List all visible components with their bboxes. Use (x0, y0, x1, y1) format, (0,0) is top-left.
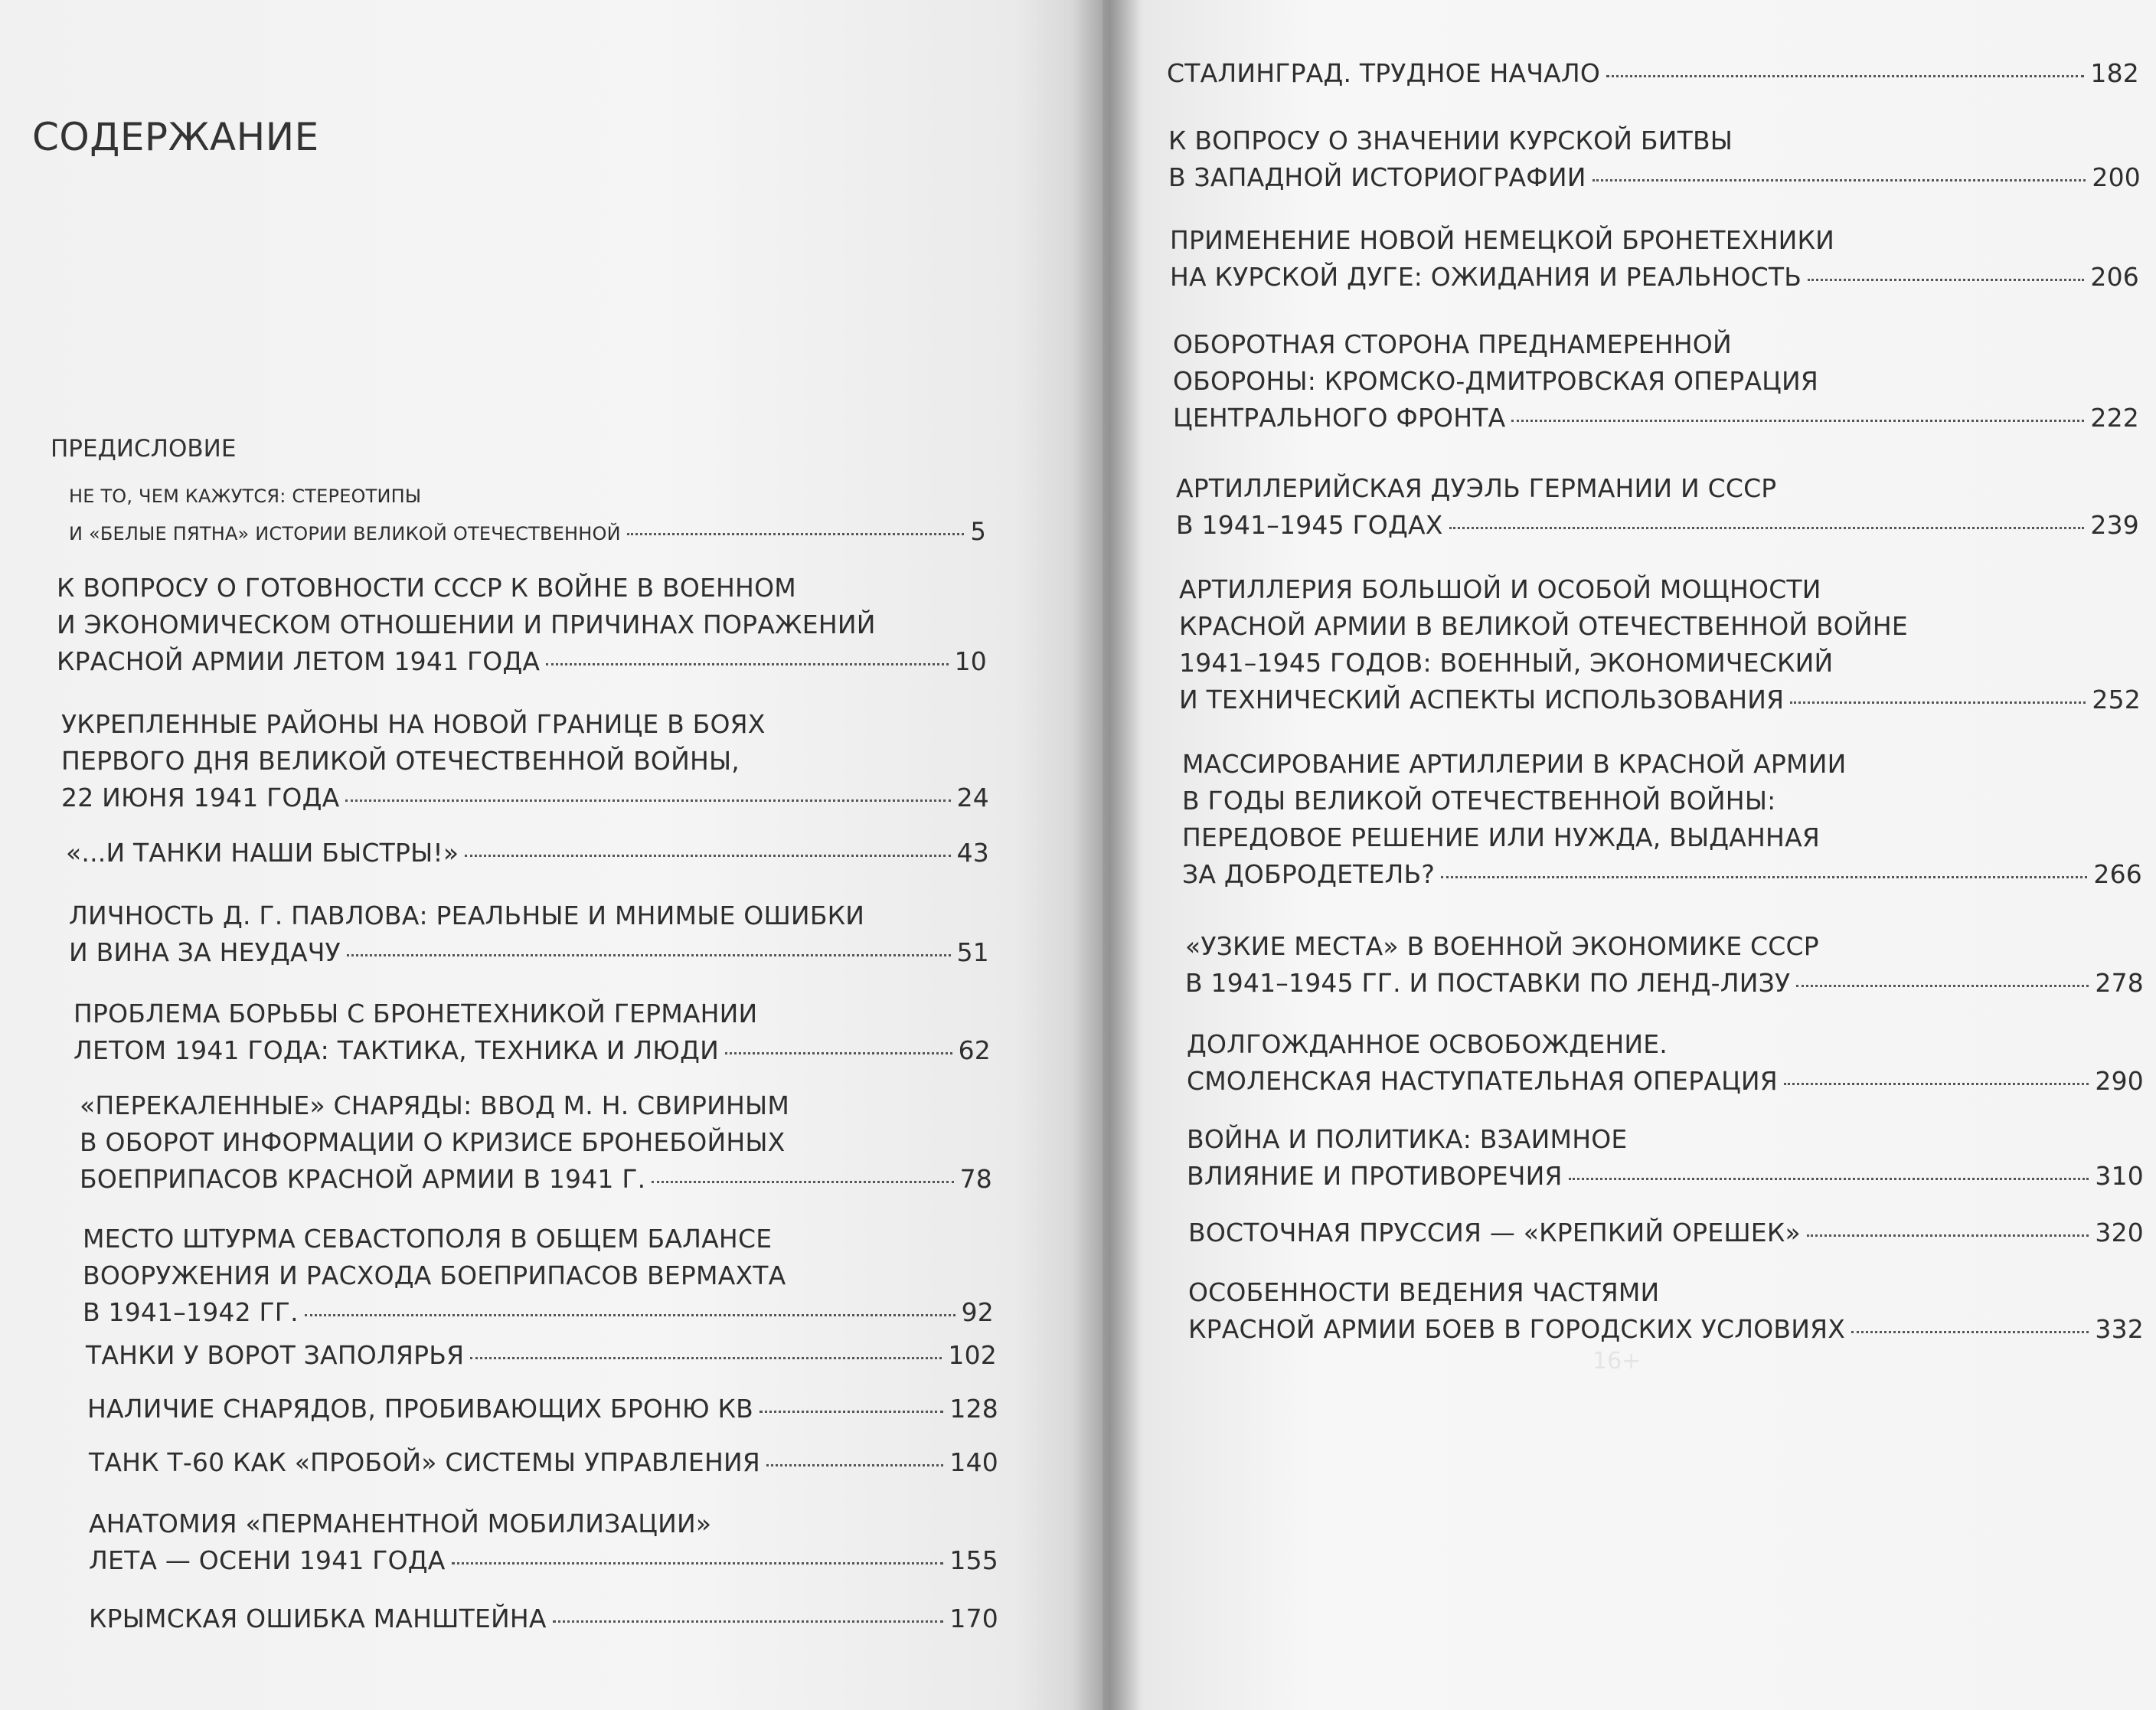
toc-entry (1188, 1274, 2144, 1348)
toc-last-line (1168, 159, 2141, 196)
toc-entry (1179, 571, 2141, 718)
toc-entry (89, 1444, 998, 1481)
dot-leader (1511, 397, 2084, 422)
toc-text: ЛЕТОМ 1941 ГОДА: ТАКТИКА, ТЕХНИКА И ЛЮДИ (74, 1035, 719, 1065)
toc-last-line (66, 835, 989, 871)
toc-last-line (57, 643, 987, 680)
toc-entry (1168, 123, 2141, 196)
dot-leader (345, 777, 950, 802)
toc-line: УКРЕПЛЕННЫЕ РАЙОНЫ НА НОВОЙ ГРАНИЦЕ В БОЯХ (61, 709, 766, 739)
dot-leader (1790, 678, 2086, 704)
dot-leader (465, 832, 950, 857)
toc-line: 1941–1945 ГОДОВ: ВОЕННЫЙ, ЭКОНОМИЧЕСКИЙ (1179, 648, 1834, 678)
toc-text: СМОЛЕНСКАЯ НАСТУПАТЕЛЬНАЯ ОПЕРАЦИЯ (1187, 1066, 1778, 1096)
toc-text: СТАЛИНГРАД. ТРУДНОЕ НАЧАЛО (1167, 58, 1601, 88)
dot-leader (1851, 1308, 2089, 1333)
toc-line: ПЕРВОГО ДНЯ ВЕЛИКОЙ ОТЕЧЕСТВЕННОЙ ВОЙНЫ, (61, 746, 740, 776)
toc-page-number: 206 (2090, 262, 2139, 292)
toc-entry (89, 1600, 998, 1637)
toc-last-line (1173, 400, 2139, 436)
toc-last-line (89, 1444, 998, 1481)
toc-text: ЗА ДОБРОДЕТЕЛЬ? (1182, 859, 1436, 889)
toc-page-number: 62 (958, 1035, 991, 1065)
dot-leader (553, 1597, 944, 1623)
toc-line: КРАСНОЙ АРМИИ В ВЕЛИКОЙ ОТЕЧЕСТВЕННОЙ ВОЙНЕ (1179, 611, 1908, 641)
toc-text: ТАНК Т-60 КАК «ПРОБОЙ» СИСТЕМЫ УПРАВЛЕНИЯ (89, 1447, 760, 1477)
toc-line: АНАТОМИЯ «ПЕРМАНЕНТНОЙ МОБИЛИЗАЦИИ» (89, 1509, 712, 1538)
toc-line: «УЗКИЕ МЕСТА» В ВОЕННОЙ ЭКОНОМИКЕ СССР (1185, 931, 1819, 961)
dot-leader (546, 640, 948, 665)
toc-line: МЕСТО ШТУРМА СЕВАСТОПОЛЯ В ОБЩЕМ БАЛАНСЕ (83, 1224, 773, 1254)
toc-last-line (89, 1600, 998, 1637)
dot-leader (470, 1334, 942, 1359)
toc-line: И ЭКОНОМИЧЕСКОМ ОТНОШЕНИИ И ПРИЧИНАХ ПОРАЖЕНИЙ (57, 610, 876, 639)
toc-page-number: 182 (2090, 58, 2139, 88)
toc-line: К ВОПРОСУ О ЗНАЧЕНИИ КУРСКОЙ БИТВЫ (1168, 126, 1733, 155)
toc-entry (80, 1087, 992, 1198)
bleed-through-text: 16+ (1592, 1348, 1642, 1375)
toc-line: ВООРУЖЕНИЯ И РАСХОДА БОЕПРИПАСОВ ВЕРМАХТА (83, 1260, 786, 1290)
dot-leader (1592, 156, 2086, 181)
toc-page-number: 24 (956, 783, 989, 812)
dot-leader (305, 1291, 956, 1316)
dot-leader (725, 1029, 952, 1054)
toc-last-line (1188, 1215, 2144, 1251)
dot-leader (766, 1441, 943, 1466)
toc-last-line (1179, 682, 2141, 718)
toc-last-line (61, 780, 989, 816)
toc-entry-preface (69, 479, 986, 551)
dot-leader (760, 1388, 943, 1413)
toc-line: В ОБОРОТ ИНФОРМАЦИИ О КРИЗИСЕ БРОНЕБОЙНЫХ (80, 1127, 786, 1157)
toc-text: НА КУРСКОЙ ДУГЕ: ОЖИДАНИЯ И РЕАЛЬНОСТЬ (1170, 262, 1802, 292)
toc-text: КРАСНОЙ АРМИИ ЛЕТОМ 1941 ГОДА (57, 646, 541, 676)
toc-line: НЕ ТО, ЧЕМ КАЖУТСЯ: СТЕРЕОТИПЫ (69, 486, 422, 507)
toc-text: БОЕПРИПАСОВ КРАСНОЙ АРМИИ В 1941 Г. (80, 1164, 646, 1194)
toc-last-line (1187, 1063, 2144, 1100)
dot-leader (347, 931, 951, 956)
toc-last-line (69, 514, 986, 551)
dot-leader (1808, 256, 2084, 281)
toc-entry (89, 1506, 998, 1579)
dot-leader (1606, 52, 2084, 77)
toc-entry (1187, 1121, 2144, 1195)
toc-entry (1170, 222, 2139, 296)
toc-entry (87, 1391, 998, 1427)
dot-leader (452, 1539, 944, 1565)
toc-text: И ВИНА ЗА НЕУДАЧУ (69, 937, 341, 967)
toc-last-line (89, 1542, 998, 1579)
toc-line: ВОЙНА И ПОЛИТИКА: ВЗАИМНОЕ (1187, 1124, 1628, 1154)
toc-page-number: 92 (961, 1297, 994, 1327)
toc-text: В 1941–1945 ГОДАХ (1176, 510, 1443, 540)
toc-page-number: 140 (949, 1447, 998, 1477)
dot-leader (1449, 504, 2085, 529)
dot-leader (1796, 962, 2089, 987)
toc-entry (1187, 1026, 2144, 1100)
toc-last-line (1187, 1158, 2144, 1195)
toc-line: В ГОДЫ ВЕЛИКОЙ ОТЕЧЕСТВЕННОЙ ВОЙНЫ: (1182, 786, 1776, 816)
book-gutter (1072, 0, 1141, 1710)
toc-entry (66, 835, 989, 871)
toc-line: ПРОБЛЕМА БОРЬБЫ С БРОНЕТЕХНИКОЙ ГЕРМАНИИ (74, 999, 758, 1028)
toc-text: НАЛИЧИЕ СНАРЯДОВ, ПРОБИВАЮЩИХ БРОНЮ КВ (87, 1394, 754, 1424)
dot-leader (1784, 1060, 2089, 1085)
toc-line: ОБОРОНЫ: КРОМСКО-ДМИТРОВСКАЯ ОПЕРАЦИЯ (1173, 366, 1818, 396)
toc-page-number: 51 (956, 937, 989, 967)
toc-last-line (1188, 1311, 2144, 1348)
toc-page-number: 266 (2093, 859, 2142, 889)
toc-line: ОБОРОТНАЯ СТОРОНА ПРЕДНАМЕРЕННОЙ (1173, 329, 1732, 359)
right-page (1102, 0, 2156, 1710)
toc-page-number: 155 (949, 1545, 998, 1575)
toc-page-number: 222 (2090, 403, 2139, 433)
toc-last-line (69, 934, 989, 971)
toc-page-number: 200 (2092, 162, 2141, 192)
toc-last-line (1170, 259, 2139, 296)
toc-page-number: 310 (2095, 1161, 2144, 1191)
toc-line: МАССИРОВАНИЕ АРТИЛЛЕРИИ В КРАСНОЙ АРМИИ (1182, 749, 1847, 779)
toc-page-number: 78 (959, 1164, 992, 1194)
toc-page-number: 332 (2095, 1314, 2144, 1344)
toc-line: ПРИМЕНЕНИЕ НОВОЙ НЕМЕЦКОЙ БРОНЕТЕХНИКИ (1170, 225, 1835, 255)
toc-last-line (87, 1391, 998, 1427)
toc-text: В ЗАПАДНОЙ ИСТОРИОГРАФИИ (1168, 162, 1586, 192)
toc-entry (1176, 470, 2139, 544)
toc-page-number: 10 (954, 646, 987, 676)
toc-page-number: 252 (2092, 685, 2141, 714)
toc-page-number: 239 (2090, 510, 2139, 540)
toc-text: ЦЕНТРАЛЬНОГО ФРОНТА (1173, 403, 1506, 433)
toc-text: КРАСНОЙ АРМИИ БОЕВ В ГОРОДСКИХ УСЛОВИЯХ (1188, 1314, 1846, 1344)
toc-page-number: 278 (2095, 968, 2144, 998)
toc-line: АРТИЛЛЕРИЙСКАЯ ДУЭЛЬ ГЕРМАНИИ И СССР (1176, 473, 1777, 503)
preface-heading: ПРЕДИСЛОВИЕ (51, 435, 237, 463)
toc-page-number: 320 (2095, 1218, 2144, 1247)
toc-text: В 1941–1945 ГГ. И ПОСТАВКИ ПО ЛЕНД-ЛИЗУ (1185, 968, 1791, 998)
toc-page-number: 170 (949, 1604, 998, 1633)
toc-last-line (1176, 507, 2139, 544)
toc-line: «ПЕРЕКАЛЕННЫЕ» СНАРЯДЫ: ВВОД М. Н. СВИРИНЫМ (80, 1090, 790, 1120)
dot-leader (1569, 1155, 2089, 1180)
toc-line: ОСОБЕННОСТИ ВЕДЕНИЯ ЧАСТЯМИ (1188, 1277, 1660, 1307)
toc-text: И ТЕХНИЧЕСКИЙ АСПЕКТЫ ИСПОЛЬЗОВАНИЯ (1179, 685, 1785, 714)
toc-text: «...И ТАНКИ НАШИ БЫСТРЫ!» (66, 838, 459, 868)
toc-text: ЛЕТА — ОСЕНИ 1941 ГОДА (89, 1545, 446, 1575)
toc-entry (74, 996, 991, 1069)
toc-last-line (80, 1161, 992, 1198)
toc-text: В 1941–1942 ГГ. (83, 1297, 299, 1327)
toc-last-line (74, 1032, 991, 1069)
toc-line: ЛИЧНОСТЬ Д. Г. ПАВЛОВА: РЕАЛЬНЫЕ И МНИМЫЕ ОШИБКИ (69, 901, 865, 930)
toc-entry (86, 1337, 997, 1374)
toc-last-line (86, 1337, 997, 1374)
toc-line: ДОЛГОЖДАННОЕ ОСВОБОЖДЕНИЕ. (1187, 1029, 1668, 1059)
toc-page-number: 5 (970, 517, 986, 546)
toc-text: ТАНКИ У ВОРОТ ЗАПОЛЯРЬЯ (86, 1340, 465, 1370)
dot-leader (627, 516, 965, 535)
toc-page-number: 43 (956, 838, 989, 868)
toc-last-line (1185, 965, 2144, 1002)
toc-entry (57, 570, 987, 680)
toc-entry (1173, 326, 2139, 436)
toc-entry (69, 898, 989, 971)
toc-last-line (1167, 55, 2139, 92)
toc-last-line (83, 1294, 994, 1331)
toc-line: К ВОПРОСУ О ГОТОВНОСТИ СССР К ВОЙНЕ В ВОЕННОМ (57, 573, 796, 603)
toc-page-number: 290 (2095, 1066, 2144, 1096)
toc-entry (1188, 1215, 2144, 1251)
toc-line: АРТИЛЛЕРИЯ БОЛЬШОЙ И ОСОБОЙ МОЩНОСТИ (1179, 574, 1821, 604)
toc-entry (1182, 746, 2142, 893)
dot-leader (1441, 853, 2087, 878)
toc-entry (1185, 928, 2144, 1002)
toc-entry (61, 706, 989, 816)
dot-leader (652, 1158, 953, 1183)
toc-text: ВЛИЯНИЕ И ПРОТИВОРЕЧИЯ (1187, 1161, 1563, 1191)
dot-leader (1807, 1211, 2089, 1237)
toc-line: ПЕРЕДОВОЕ РЕШЕНИЕ ИЛИ НУЖДА, ВЫДАННАЯ (1182, 822, 1820, 852)
toc-text: ВОСТОЧНАЯ ПРУССИЯ — «КРЕПКИЙ ОРЕШЕК» (1188, 1218, 1801, 1247)
toc-text: КРЫМСКАЯ ОШИБКА МАНШТЕЙНА (89, 1604, 547, 1633)
toc-entry (83, 1221, 994, 1331)
toc-text: И «БЕЛЫЕ ПЯТНА» ИСТОРИИ ВЕЛИКОЙ ОТЕЧЕСТВЕННОЙ (69, 523, 621, 544)
toc-text: 22 ИЮНЯ 1941 ГОДА (61, 783, 340, 812)
toc-last-line (1182, 856, 2142, 893)
toc-page-number: 102 (948, 1340, 997, 1370)
page-title: СОДЕРЖАНИЕ (32, 115, 319, 159)
toc-page-number: 128 (949, 1394, 998, 1424)
toc-entry (1167, 55, 2139, 92)
